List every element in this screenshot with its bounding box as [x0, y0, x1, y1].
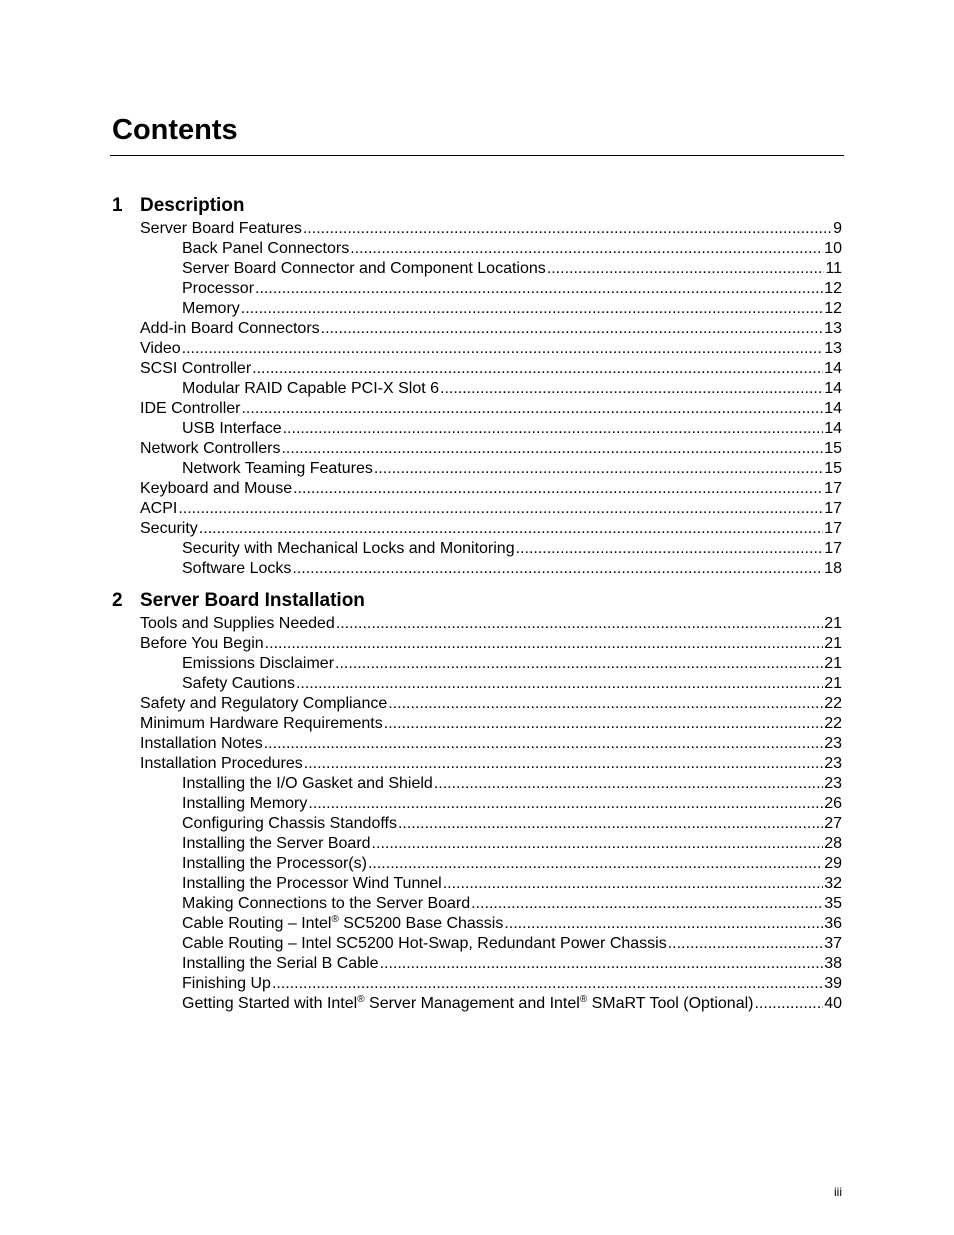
dot-leader — [668, 934, 823, 954]
toc-entry-label-part: Server Management and Intel — [364, 995, 580, 1012]
toc-entry-label: Before You Begin — [140, 635, 264, 652]
toc-entry-label: USB Interface — [182, 420, 282, 437]
toc-entry-label: Keyboard and Mouse — [140, 480, 293, 497]
dot-leader — [321, 319, 824, 339]
dot-leader — [350, 239, 823, 259]
toc-entry-label: Cable Routing – Intel SC5200 Hot-Swap, Redundant Power Chassis — [182, 935, 667, 952]
dot-leader — [292, 559, 823, 579]
toc-entry-page: 14 — [824, 400, 842, 417]
toc-entry[interactable] — [112, 774, 842, 794]
registered-mark: ® — [331, 914, 339, 925]
dot-leader — [241, 299, 823, 319]
toc-entry-label: Finishing Up — [182, 975, 271, 992]
toc-entry-page: 15 — [824, 460, 842, 477]
toc-entry-page: 17 — [824, 500, 842, 517]
chapter-1-section — [112, 193, 842, 579]
toc-entry-page: 28 — [824, 835, 842, 852]
toc-entry-page: 17 — [824, 480, 842, 497]
toc-entry[interactable] — [112, 479, 842, 499]
dot-leader — [182, 339, 824, 359]
toc-entry-label: Installing the Processor(s) — [182, 855, 367, 872]
toc-entry[interactable] — [112, 854, 842, 874]
toc-list — [112, 219, 842, 579]
toc-entry-label-part: SC5200 Base Chassis — [338, 915, 504, 932]
registered-mark: ® — [357, 994, 365, 1005]
dot-leader — [304, 754, 823, 774]
toc-entry-page: 39 — [824, 975, 842, 992]
dot-leader — [398, 814, 823, 834]
chapter-title: Server Board Installation — [140, 590, 365, 611]
toc-entry[interactable] — [112, 994, 842, 1014]
toc-entry-label: Installing the Server Board — [182, 835, 371, 852]
toc-entry[interactable] — [112, 399, 842, 419]
toc-entry[interactable] — [112, 734, 842, 754]
dot-leader — [335, 654, 823, 674]
dot-leader — [754, 994, 823, 1014]
toc-entry[interactable] — [112, 714, 842, 734]
page-number: iii — [834, 1185, 842, 1199]
toc-entry-label: Installing the Serial B Cable — [182, 955, 379, 972]
toc-entry-label — [182, 994, 753, 1014]
dot-leader — [388, 694, 823, 714]
toc-entry[interactable] — [112, 874, 842, 894]
toc-entry[interactable] — [112, 259, 842, 279]
toc-entry[interactable] — [112, 519, 842, 539]
toc-entry[interactable] — [112, 934, 842, 954]
toc-entry-label: Video — [140, 340, 181, 357]
toc-entry-page: 15 — [824, 440, 842, 457]
toc-entry-label: SCSI Controller — [140, 360, 252, 377]
dot-leader — [434, 774, 823, 794]
toc-entry[interactable] — [112, 379, 842, 399]
toc-entry-page: 29 — [824, 855, 842, 872]
toc-entry-label: Network Controllers — [140, 440, 281, 457]
toc-entry-page: 21 — [824, 655, 842, 672]
toc-entry[interactable] — [112, 239, 842, 259]
dot-leader — [380, 954, 824, 974]
toc-entry-label: Emissions Disclaimer — [182, 655, 335, 672]
toc-entry-label: Installation Procedures — [140, 755, 303, 772]
toc-entry-label: Security with Mechanical Locks and Monitoring — [182, 540, 515, 557]
toc-entry-label: Security — [140, 520, 198, 537]
toc-entry[interactable] — [112, 299, 842, 319]
registered-mark: ® — [579, 994, 588, 1005]
toc-entry-label: Safety Cautions — [182, 675, 295, 692]
toc-entry[interactable] — [112, 914, 842, 934]
chapter-number: 1 — [112, 195, 123, 216]
toc-entry[interactable] — [112, 674, 842, 694]
toc-entry[interactable] — [112, 654, 842, 674]
toc-entry-page: 22 — [824, 695, 842, 712]
toc-entry-label: Network Teaming Features — [182, 460, 373, 477]
toc-entry-page: 22 — [824, 715, 842, 732]
toc-entry[interactable] — [112, 559, 842, 579]
toc-entry-label: Tools and Supplies Needed — [140, 615, 335, 632]
dot-leader — [265, 634, 824, 654]
dot-leader — [374, 459, 823, 479]
dot-leader — [283, 419, 824, 439]
toc-entry[interactable] — [112, 614, 842, 634]
chapter-heading[interactable] — [112, 588, 842, 614]
toc-entry-label: Server Board Features — [140, 220, 302, 237]
toc-entry[interactable] — [112, 539, 842, 559]
toc-entry-page: 21 — [824, 615, 842, 632]
toc-entry-page: 17 — [824, 540, 842, 557]
toc-entry-page: 14 — [824, 420, 842, 437]
toc-entry-page: 27 — [824, 815, 842, 832]
chapter-title: Description — [140, 195, 245, 216]
toc-entry-label: Configuring Chassis Standoffs — [182, 815, 397, 832]
toc-entry[interactable] — [112, 794, 842, 814]
toc-entry-label: Modular RAID Capable PCI-X Slot 6 — [182, 380, 439, 397]
toc-entry[interactable] — [112, 894, 842, 914]
dot-leader — [272, 974, 823, 994]
toc-entry-page: 14 — [824, 380, 842, 397]
title-rule — [110, 155, 844, 156]
toc-entry-page: 12 — [824, 280, 842, 297]
dot-leader — [443, 874, 824, 894]
toc-entry-page: 38 — [824, 955, 842, 972]
toc-entry[interactable] — [112, 339, 842, 359]
dot-leader — [252, 359, 823, 379]
toc-entry-label-part: Getting Started with Intel — [182, 995, 358, 1012]
toc-entry-page: 13 — [824, 320, 842, 337]
dot-leader — [440, 379, 823, 399]
toc-entry[interactable] — [112, 499, 842, 519]
toc-entry-label: IDE Controller — [140, 400, 241, 417]
toc-entry-label — [182, 914, 503, 934]
toc-entry[interactable] — [112, 754, 842, 774]
dot-leader — [516, 539, 824, 559]
toc-entry-page: 18 — [824, 560, 842, 577]
toc-entry-page: 9 — [833, 220, 842, 237]
dot-leader — [471, 894, 823, 914]
toc-entry-page: 14 — [824, 360, 842, 377]
toc-entry-label: Back Panel Connectors — [182, 240, 350, 257]
toc-entry[interactable] — [112, 694, 842, 714]
chapter-number: 2 — [112, 590, 123, 611]
toc-entry-label-part: Cable Routing – Intel — [182, 915, 332, 932]
dot-leader — [199, 519, 823, 539]
toc-entry[interactable] — [112, 279, 842, 299]
toc-entry-label: Making Connections to the Server Board — [182, 895, 471, 912]
toc-entry-label: Installing Memory — [182, 795, 308, 812]
toc-entry-page: 23 — [824, 775, 842, 792]
toc-entry-label: Memory — [182, 300, 240, 317]
toc-entry-page: 21 — [824, 635, 842, 652]
toc-entry-label: Safety and Regulatory Compliance — [140, 695, 388, 712]
toc-entry-page: 11 — [825, 260, 842, 277]
toc-entry-page: 40 — [824, 995, 842, 1012]
toc-entry-page: 17 — [824, 520, 842, 537]
page-title: Contents — [112, 114, 238, 146]
toc-entry-page: 36 — [824, 915, 842, 932]
dot-leader — [296, 674, 823, 694]
dot-leader — [308, 794, 823, 814]
chapter-2-section — [112, 588, 842, 1014]
toc-entry-label-part: SMaRT Tool (Optional) — [587, 995, 754, 1012]
chapter-heading[interactable] — [112, 193, 842, 219]
toc-entry-page: 35 — [824, 895, 842, 912]
toc-entry[interactable] — [112, 814, 842, 834]
dot-leader — [303, 219, 832, 239]
toc-entry-label: ACPI — [140, 500, 178, 517]
toc-entry[interactable] — [112, 974, 842, 994]
toc-entry[interactable] — [112, 439, 842, 459]
toc-entry-label: Installing the Processor Wind Tunnel — [182, 875, 442, 892]
dot-leader — [384, 714, 823, 734]
toc-entry-label: Processor — [182, 280, 255, 297]
toc-entry-label: Installation Notes — [140, 735, 263, 752]
toc-entry[interactable] — [112, 419, 842, 439]
toc-entry[interactable] — [112, 834, 842, 854]
dot-leader — [368, 854, 823, 874]
toc-entry-page: 13 — [824, 340, 842, 357]
toc-entry-page: 32 — [824, 875, 842, 892]
toc-entry-label: Server Board Connector and Component Locations — [182, 260, 546, 277]
toc-entry[interactable] — [112, 219, 842, 239]
dot-leader — [336, 614, 823, 634]
toc-entry-page: 10 — [824, 240, 842, 257]
toc-entry[interactable] — [112, 954, 842, 974]
toc-entry-page: 12 — [824, 300, 842, 317]
dot-leader — [504, 914, 823, 934]
dot-leader — [241, 399, 823, 419]
toc-entry[interactable] — [112, 319, 842, 339]
toc-entry-label: Software Locks — [182, 560, 292, 577]
dot-leader — [293, 479, 823, 499]
toc-entry-page: 23 — [824, 735, 842, 752]
dot-leader — [547, 259, 825, 279]
toc-entry[interactable] — [112, 634, 842, 654]
toc-entry[interactable] — [112, 459, 842, 479]
toc-list — [112, 614, 842, 1014]
dot-leader — [372, 834, 824, 854]
toc-entry-page: 23 — [824, 755, 842, 772]
toc-entry-page: 26 — [824, 795, 842, 812]
dot-leader — [178, 499, 823, 519]
toc-entry-label: Add-in Board Connectors — [140, 320, 320, 337]
toc-entry-label: Installing the I/O Gasket and Shield — [182, 775, 433, 792]
toc-entry-page: 37 — [824, 935, 842, 952]
dot-leader — [255, 279, 823, 299]
toc-entry-label: Minimum Hardware Requirements — [140, 715, 383, 732]
toc-entry[interactable] — [112, 359, 842, 379]
toc-entry-page: 21 — [824, 675, 842, 692]
dot-leader — [281, 439, 823, 459]
dot-leader — [264, 734, 823, 754]
